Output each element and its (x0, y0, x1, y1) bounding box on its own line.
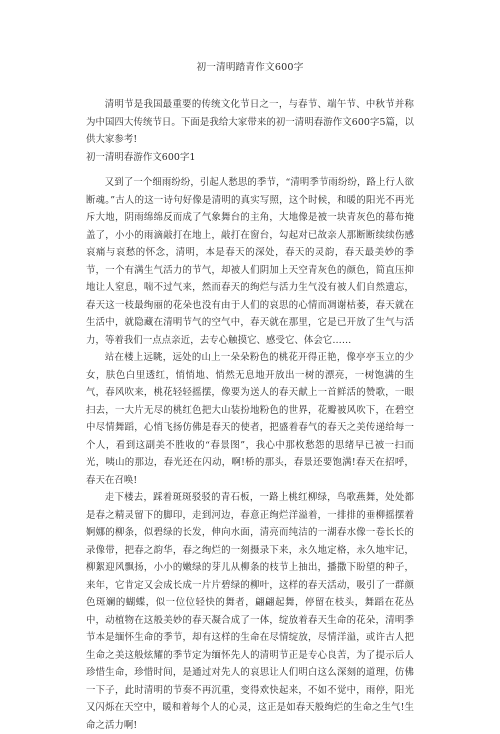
body-paragraph-1: 又到了一个细雨纷纷，引起人愁思的季节，“清明季节雨纷纷，路上行人欲断魂。”古人的这一诗句好像是清明的真实写照，这个时候，和暖的阳光不再光斥大地，阴雨绵绵反而成了气象舞台的主角，大地像是被一块青灰色的幕布掩盖了，小小的雨滴敲打在地上，敲打在窗台，勾起对已故亲人那断断续续伤感哀痛与哀愁的怀念，清明，本是春天的深处，春天的灵韵，春天最美妙的季节，一个有满生气活力的节气，却被人们阴加上天空青灰色的颜色，简直压抑地让人窒息，喘不过气来，然而春天的绚烂与活力生气没有被人们自然遗忘，春天这一枝最绚丽的花朵也没有由于人们的哀思的心情而凋谢枯萎，春天就在生活中，就隐藏在清明节气的空气中，春天就在那里，它是已开放了生气与活力，等着我们一点点亲近，去专心触摸它、感受它、体会它…… (86, 177, 414, 346)
body-paragraph-2: 站在楼上远眺，远处的山上一朵朵粉色的桃花开得正艳，像亭亭玉立的少女，肤色白里透红，悄悄地、悄然无息地开放出一树的漂亮，一树饱满的生气，春风吹来，桃花轻轻摇摆，像要为送人的春天献上一首鲜活的赞歌，一眼扫去，一大片无尽的桃红色把大山装扮地粉色的世界，花瓣被风吹下，在碧空中尽情舞蹈，心悄飞扬仿佛是春天的使者，把盛着春气的春天之美传递给每一个人，看到这副美不胜收的“春景图”，我心中那枚愁怨的思绪早已被一扫而光，咦山的那边，春光还在闪动，啊!桥的那头，春景还要饱满!春天在招呼，春天在召唤! (86, 352, 414, 486)
document-title: 初一清明踏青作文600字 (196, 62, 304, 73)
document-body (86, 96, 414, 734)
essay-heading: 初一清明春游作文600字1 (86, 151, 196, 163)
intro-paragraph: 清明节是我国最重要的传统文化节日之一，与春节、端午节、中秋节并称为中国四大传统节日。下面是我给大家带来的初一清明春游作文600字5篇，以供大家参考! (86, 99, 414, 145)
body-paragraph-3: 走下楼去，踩着斑斑驳驳的青石板，一路上桃红柳绿，鸟歌燕舞，处处都是春之精灵留下的脚印，走到河边，春意正绚烂洋溢着，一排排的垂柳摇摆着婀娜的柳条，似碧绿的长发，伸向水面，清亮而纯洁的一湖春水像一卷长长的录像带，把春之韵华，春之绚烂的一刻摄录下来，永久地定格，永久地牢记，柳絮迎风飘扬，小小的嫩绿的芽儿从柳条的枝节上抽出，播撒下盼望的种子，来年，它肯定又会成长成一片片碧绿的柳叶，这样的春天活动，吸引了一群颜色斑斓的蝴蝶，似一位位轻快的舞者，翩翩起舞，停留在枝头，舞蹈在花丛中，动植物在这般美妙的春天凝合成了一体，绽放着春天生命的花朵，清明季节本是缅怀生命的季节，却有这样的生命在尽情绽放，尽情洋溢，或许古人把生命之美这般炫耀的季节定为缅怀先人的清明节正是专心良苦，为了提示后人珍惜生命，珍惜时间，是通过对先人的哀思让人们明白这么深刻的道理，仿佛一下子，此时清明的节奏不再沉重，变得欢快起来，不如不觉中，雨停，阳光又闪烁在天空中，暖和着每个人的心灵，这正是如春天般绚烂的生命之生气!生命之活力啊! (86, 492, 414, 731)
